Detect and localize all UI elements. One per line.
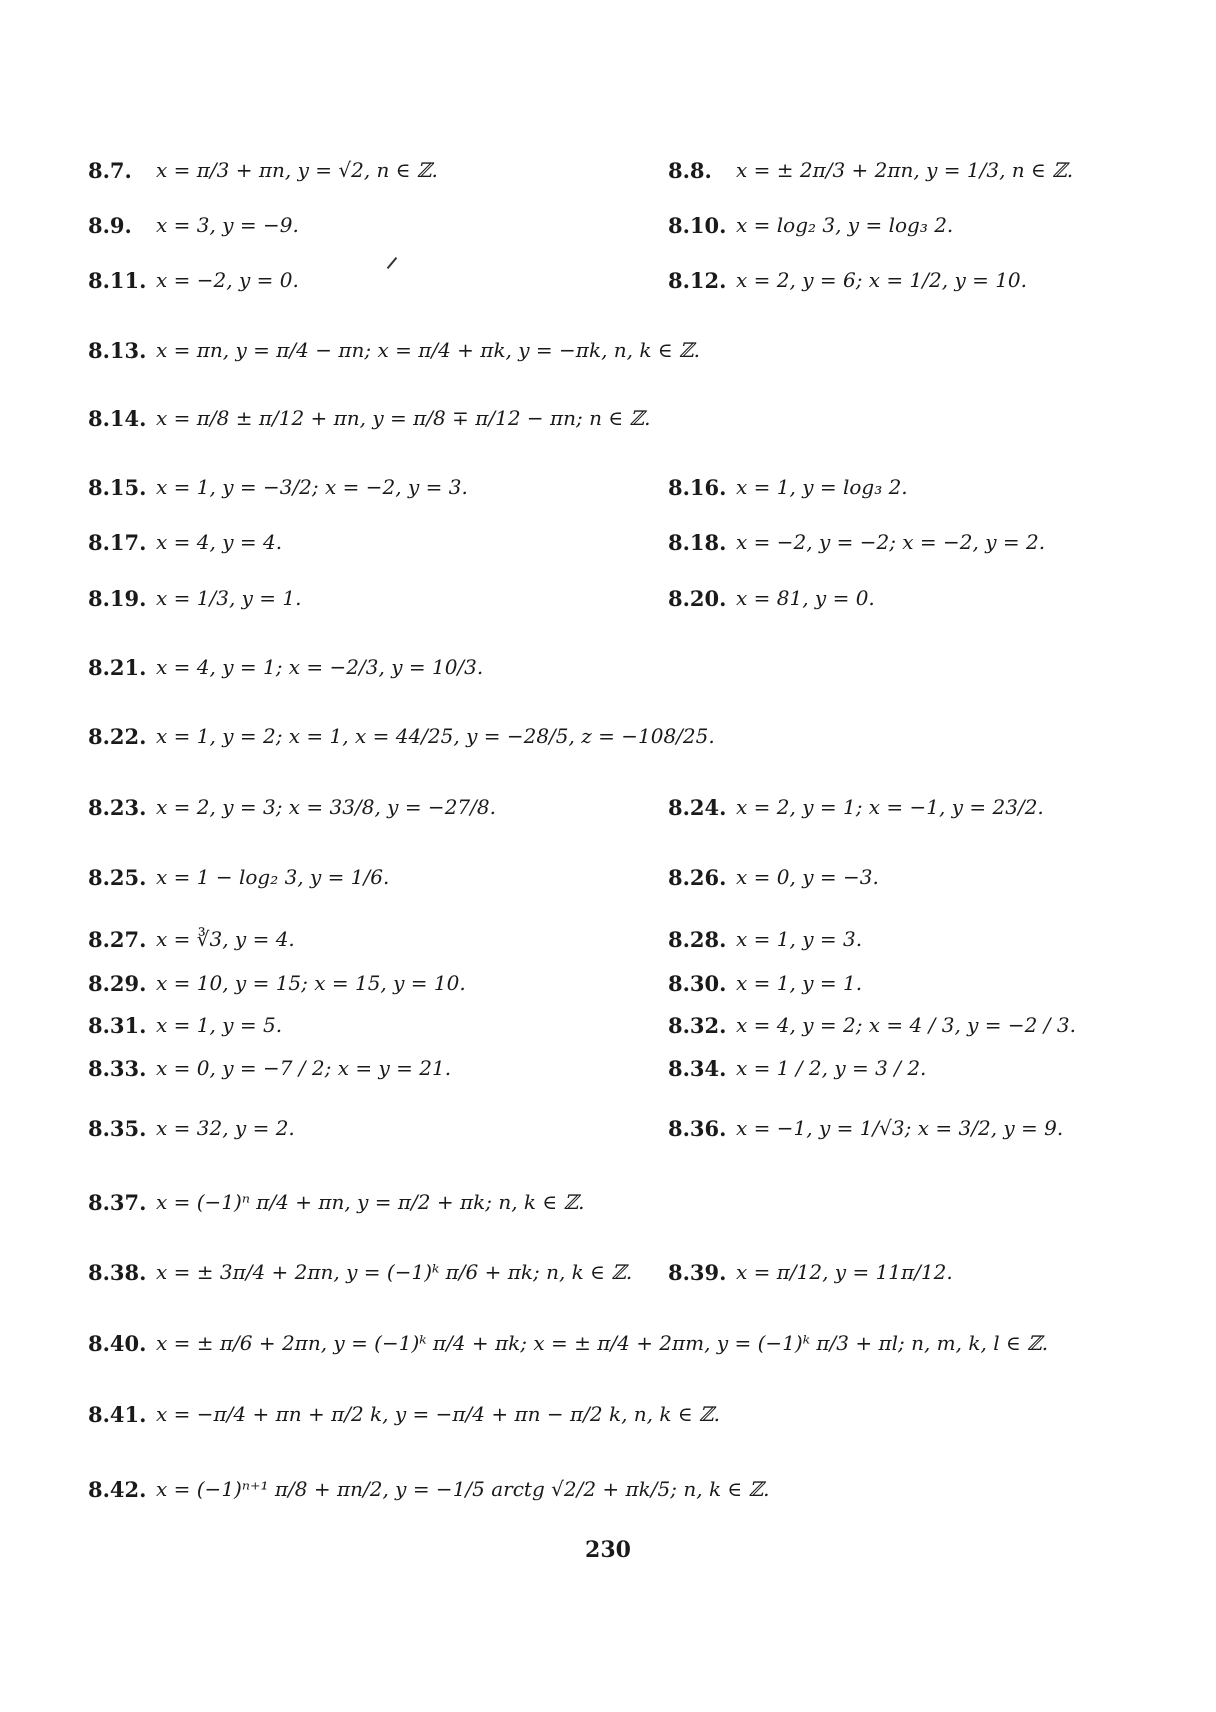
answer-text: x = 2, y = 6; x = 1/2, y = 10. bbox=[736, 268, 1028, 292]
answer-text: x = 0, y = −3. bbox=[736, 865, 879, 889]
problem-number: 8.7. bbox=[88, 157, 132, 183]
problem-number: 8.14. bbox=[88, 405, 147, 431]
answer-row bbox=[0, 1313, 1216, 1373]
answer-text: x = 32, y = 2. bbox=[156, 1116, 295, 1140]
answer-item bbox=[88, 1038, 451, 1098]
answer-row bbox=[0, 847, 1216, 907]
answer-row bbox=[0, 1038, 1216, 1098]
answer-row bbox=[0, 1459, 1216, 1519]
answer-row bbox=[0, 320, 1216, 380]
answer-item bbox=[88, 320, 700, 380]
problem-number: 8.13. bbox=[88, 337, 147, 363]
problem-number: 8.33. bbox=[88, 1055, 147, 1081]
answer-text: x = 2, y = 1; x = −1, y = 23/2. bbox=[736, 795, 1044, 819]
answer-row bbox=[0, 195, 1216, 255]
answer-text: x = −1, y = 1/√3; x = 3/2, y = 9. bbox=[736, 1116, 1064, 1140]
answer-text: x = 3, y = −9. bbox=[156, 213, 299, 237]
problem-number: 8.18. bbox=[668, 529, 727, 555]
answer-text: x = −2, y = −2; x = −2, y = 2. bbox=[736, 530, 1046, 554]
answer-row bbox=[0, 1242, 1216, 1302]
answer-text: x = π/12, y = 11π/12. bbox=[736, 1260, 953, 1284]
answer-item bbox=[88, 1172, 585, 1232]
answer-item bbox=[668, 568, 875, 628]
answer-item bbox=[88, 706, 715, 766]
answer-row bbox=[0, 512, 1216, 572]
answer-item bbox=[88, 457, 468, 517]
answer-row bbox=[0, 1172, 1216, 1232]
answer-text: x = log₂ 3, y = log₃ 2. bbox=[736, 213, 954, 237]
answer-row bbox=[0, 250, 1216, 310]
answer-item bbox=[668, 1242, 953, 1302]
problem-number: 8.19. bbox=[88, 585, 147, 611]
answer-item bbox=[88, 512, 282, 572]
answer-text: x = 1, y = 1. bbox=[736, 971, 863, 995]
problem-number: 8.41. bbox=[88, 1401, 147, 1427]
answer-item bbox=[668, 847, 879, 907]
answer-row bbox=[0, 706, 1216, 766]
answer-row bbox=[0, 140, 1216, 200]
answer-text: x = 0, y = −7 / 2; x = y = 21. bbox=[156, 1056, 452, 1080]
problem-number: 8.26. bbox=[668, 864, 727, 890]
problem-number: 8.27. bbox=[88, 926, 147, 952]
answer-text: x = πn, y = π/4 − πn; x = π/4 + πk, y = −πk, n, k ∈ ℤ. bbox=[156, 338, 700, 362]
answer-text: x = 1 − log₂ 3, y = 1/6. bbox=[156, 865, 390, 889]
answer-text: x = −2, y = 0. bbox=[156, 268, 299, 292]
problem-number: 8.32. bbox=[668, 1012, 727, 1038]
answer-text: x = 1/3, y = 1. bbox=[156, 586, 302, 610]
answer-row bbox=[0, 1098, 1216, 1158]
problem-number: 8.11. bbox=[88, 267, 147, 293]
answer-text: x = π/3 + πn, y = √2, n ∈ ℤ. bbox=[156, 158, 438, 182]
problem-number: 8.20. bbox=[668, 585, 727, 611]
problem-number: 8.21. bbox=[88, 654, 147, 680]
answer-text: x = 4, y = 2; x = 4 / 3, y = −2 / 3. bbox=[736, 1013, 1076, 1037]
answer-item bbox=[88, 1098, 295, 1158]
answer-text: x = (−1)ⁿ π/4 + πn, y = π/2 + πk; n, k ∈ ℤ. bbox=[156, 1190, 585, 1214]
problem-number: 8.22. bbox=[88, 723, 147, 749]
answer-item bbox=[88, 388, 651, 448]
answer-text: x = ∛3, y = 4. bbox=[156, 927, 295, 951]
problem-number: 8.38. bbox=[88, 1259, 147, 1285]
problem-number: 8.17. bbox=[88, 529, 147, 555]
answer-text: x = ± π/6 + 2πn, y = (−1)ᵏ π/4 + πk; x = ± π/4 + 2πm, y = (−1)ᵏ π/3 + πl; n, m, k, l ∈ ℤ. bbox=[156, 1331, 1049, 1355]
answer-text: x = 1, y = 3. bbox=[736, 927, 863, 951]
answer-item bbox=[88, 568, 302, 628]
problem-number: 8.25. bbox=[88, 864, 147, 890]
answer-item bbox=[88, 250, 299, 310]
answer-item bbox=[88, 195, 299, 255]
answer-item bbox=[88, 140, 438, 200]
problem-number: 8.12. bbox=[668, 267, 727, 293]
answer-item bbox=[668, 1098, 1063, 1158]
answer-row bbox=[0, 457, 1216, 517]
answer-item bbox=[668, 250, 1027, 310]
answer-item bbox=[668, 457, 908, 517]
answer-row bbox=[0, 1384, 1216, 1444]
answer-row bbox=[0, 637, 1216, 697]
problem-number: 8.36. bbox=[668, 1115, 727, 1141]
answer-text: x = π/8 ± π/12 + πn, y = π/8 ∓ π/12 − πn; n ∈ ℤ. bbox=[156, 406, 651, 430]
answer-row bbox=[0, 777, 1216, 837]
answer-text: x = 1, y = −3/2; x = −2, y = 3. bbox=[156, 475, 468, 499]
answer-row bbox=[0, 388, 1216, 448]
answer-text: x = 1, y = 2; x = 1, x = 44/25, y = −28/5, z = −108/25. bbox=[156, 724, 715, 748]
answer-item bbox=[668, 1038, 926, 1098]
answer-row bbox=[0, 568, 1216, 628]
problem-number: 8.15. bbox=[88, 474, 147, 500]
answer-item bbox=[88, 777, 496, 837]
answer-item bbox=[668, 195, 953, 255]
problem-number: 8.37. bbox=[88, 1189, 147, 1215]
answer-text: x = 4, y = 4. bbox=[156, 530, 283, 554]
answer-text: x = ± 2π/3 + 2πn, y = 1/3, n ∈ ℤ. bbox=[736, 158, 1074, 182]
problem-number: 8.8. bbox=[668, 157, 712, 183]
answer-item bbox=[88, 1384, 720, 1444]
answer-text: x = 81, y = 0. bbox=[736, 586, 875, 610]
problem-number: 8.42. bbox=[88, 1476, 147, 1502]
answer-text: x = (−1)ⁿ⁺¹ π/8 + πn/2, y = −1/5 arctg √2/2 + πk/5; n, k ∈ ℤ. bbox=[156, 1477, 770, 1501]
answer-item bbox=[668, 777, 1044, 837]
answer-item bbox=[668, 512, 1045, 572]
problem-number: 8.29. bbox=[88, 970, 147, 996]
answer-text: x = 10, y = 15; x = 15, y = 10. bbox=[156, 971, 466, 995]
problem-number: 8.40. bbox=[88, 1330, 147, 1356]
problem-number: 8.16. bbox=[668, 474, 727, 500]
answer-text: x = 4, y = 1; x = −2/3, y = 10/3. bbox=[156, 655, 484, 679]
answer-item bbox=[668, 140, 1073, 200]
answer-item bbox=[88, 1459, 770, 1519]
problem-number: 8.23. bbox=[88, 794, 147, 820]
problem-number: 8.35. bbox=[88, 1115, 147, 1141]
answer-text: x = 2, y = 3; x = 33/8, y = −27/8. bbox=[156, 795, 496, 819]
answer-item bbox=[88, 637, 483, 697]
answer-item bbox=[88, 847, 389, 907]
problem-number: 8.10. bbox=[668, 212, 727, 238]
answer-text: x = 1, y = 5. bbox=[156, 1013, 283, 1037]
problem-number: 8.28. bbox=[668, 926, 727, 952]
answer-text: x = −π/4 + πn + π/2 k, y = −π/4 + πn − π/2 k, n, k ∈ ℤ. bbox=[156, 1402, 720, 1426]
problem-number: 8.34. bbox=[668, 1055, 727, 1081]
problem-number: 8.39. bbox=[668, 1259, 727, 1285]
problem-number: 8.31. bbox=[88, 1012, 147, 1038]
answer-text: x = 1 / 2, y = 3 / 2. bbox=[736, 1056, 927, 1080]
answer-text: x = ± 3π/4 + 2πn, y = (−1)ᵏ π/6 + πk; n, k ∈ ℤ. bbox=[156, 1260, 633, 1284]
answer-item bbox=[88, 1313, 1048, 1373]
answer-item bbox=[88, 1242, 632, 1302]
problem-number: 8.9. bbox=[88, 212, 132, 238]
problem-number: 8.24. bbox=[668, 794, 727, 820]
page-number: 230 bbox=[585, 1537, 631, 1563]
answer-text: x = 1, y = log₃ 2. bbox=[736, 475, 908, 499]
problem-number: 8.30. bbox=[668, 970, 727, 996]
